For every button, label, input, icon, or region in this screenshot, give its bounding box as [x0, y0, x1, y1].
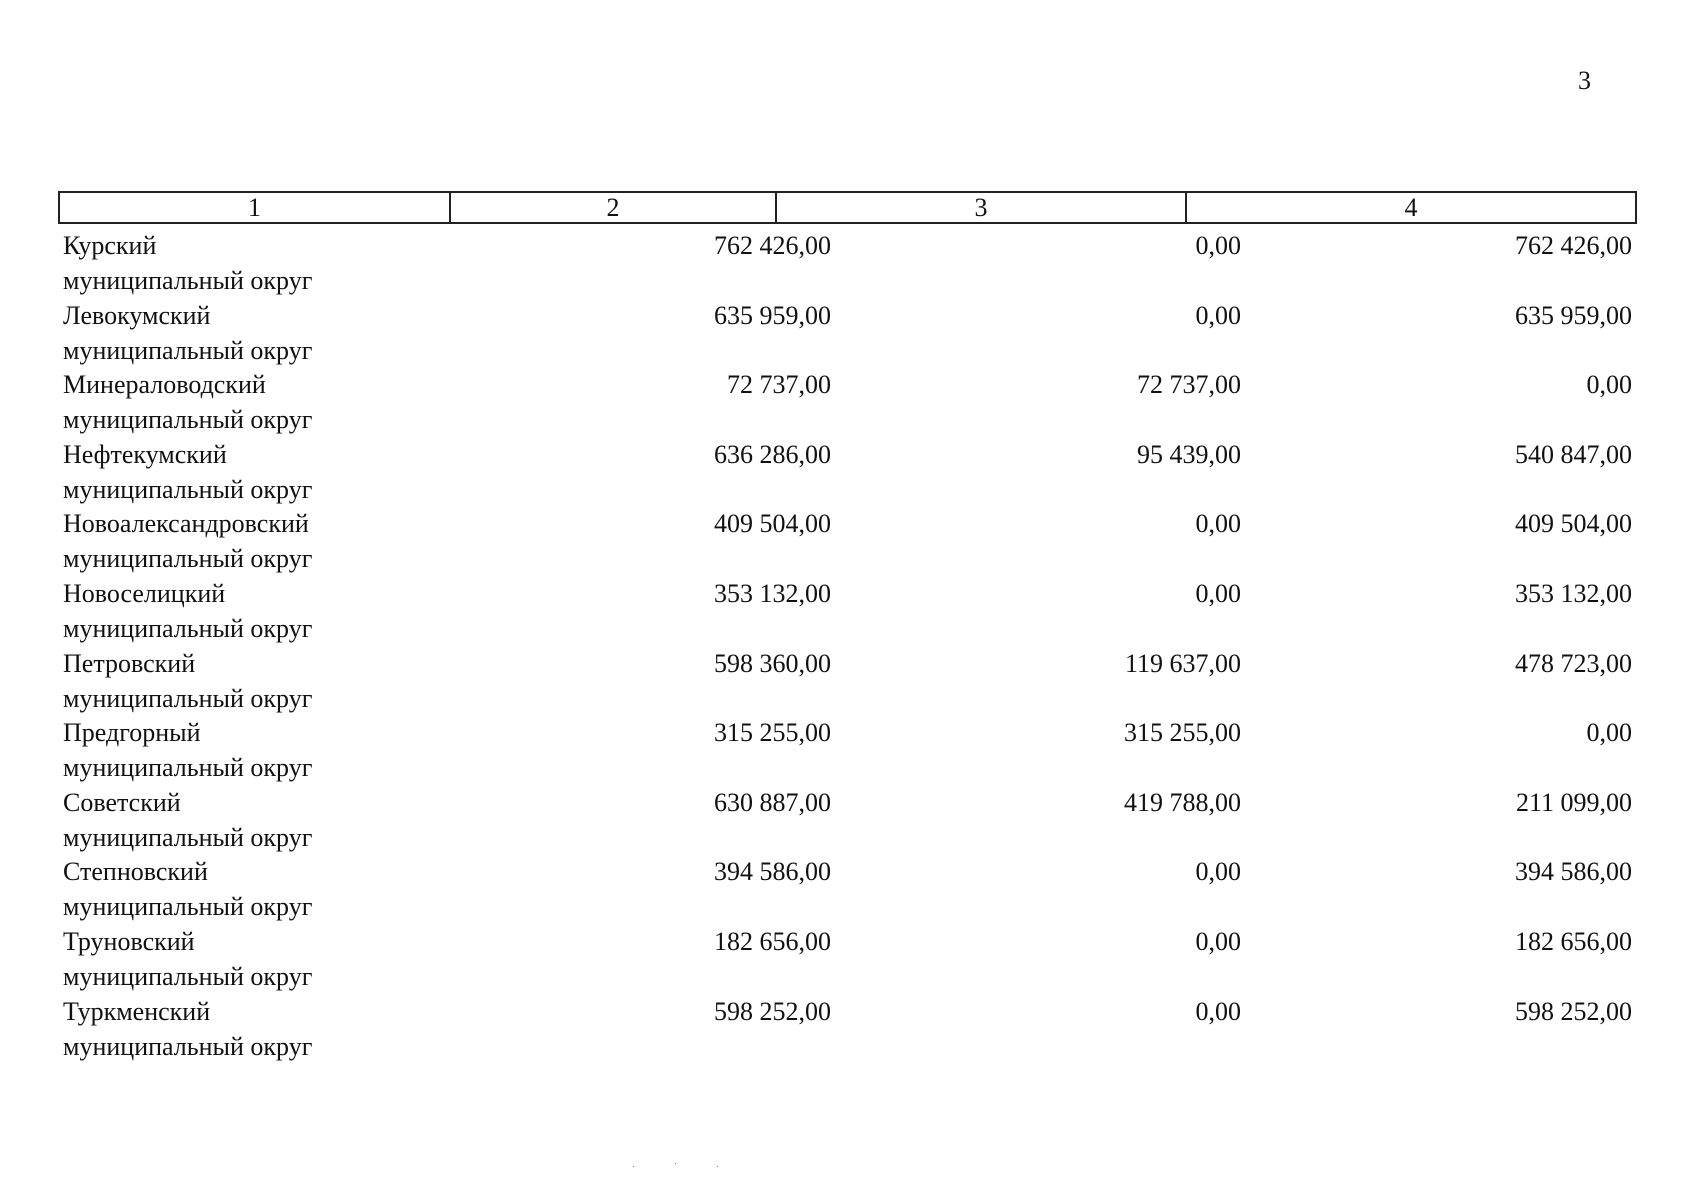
district-name: [63, 506, 443, 576]
header-cell-4: 4: [1404, 193, 1418, 222]
value-col2: 394 586,00: [714, 857, 831, 887]
district-name-line2: муниципальный округ: [63, 892, 313, 922]
value-col3: 0,00: [1195, 996, 1241, 1026]
page-number: 3: [1578, 66, 1591, 95]
district-name-line1: Предгорный: [63, 718, 201, 748]
district-name-line2: муниципальный округ: [63, 822, 313, 852]
value-col4: 478 723,00: [1515, 648, 1632, 678]
value-col4: 0,00: [1586, 718, 1632, 748]
district-name-line2: муниципальный округ: [63, 405, 313, 435]
district-name: [63, 298, 443, 368]
scan-specks: · ˙ ·: [632, 1162, 737, 1173]
value-col4: 598 252,00: [1515, 996, 1632, 1026]
district-name-line2: муниципальный округ: [63, 961, 313, 991]
value-col2: 409 504,00: [714, 509, 831, 539]
table-row: [58, 642, 1637, 712]
value-col3: 0,00: [1195, 926, 1241, 956]
district-name-line2: муниципальный округ: [63, 335, 313, 365]
table-body: [58, 224, 1637, 1059]
district-name: [63, 785, 443, 855]
value-col4: 394 586,00: [1515, 857, 1632, 887]
district-name-line1: Новоселицкий: [63, 578, 226, 608]
district-name: [63, 924, 443, 994]
district-name-line2: муниципальный округ: [63, 613, 313, 643]
district-name-line2: муниципальный округ: [63, 753, 313, 783]
value-col4: 540 847,00: [1515, 439, 1632, 469]
value-col3: 419 788,00: [1124, 787, 1241, 817]
district-name-line1: Левокумский: [63, 300, 211, 330]
table-row: [58, 850, 1637, 920]
district-name-line1: Минераловодский: [63, 370, 266, 400]
value-col2: 636 286,00: [714, 439, 831, 469]
table-row: [58, 920, 1637, 990]
district-name-line2: муниципальный округ: [63, 266, 313, 295]
value-col2: 630 887,00: [714, 787, 831, 817]
district-name-line1: Петровский: [63, 648, 196, 678]
table-row: [58, 363, 1637, 433]
table-row: [58, 224, 1637, 294]
table-row: [58, 502, 1637, 572]
district-name: [63, 228, 443, 298]
value-col4: 635 959,00: [1515, 300, 1632, 330]
value-col2: 72 737,00: [727, 370, 831, 400]
header-cell-3: 3: [777, 193, 1187, 222]
value-col2: 598 360,00: [714, 648, 831, 678]
value-col2: 315 255,00: [714, 718, 831, 748]
district-name-line1: Туркменский: [63, 996, 211, 1026]
value-col3: 95 439,00: [1137, 439, 1241, 469]
table-row: [58, 294, 1637, 364]
district-name: [63, 715, 443, 785]
district-name-line1: Новоалександровский: [63, 509, 309, 539]
district-name-line1: Нефтекумский: [63, 439, 227, 469]
district-name-line2: муниципальный округ: [63, 683, 313, 713]
table-row: [58, 781, 1637, 851]
value-col4: 353 132,00: [1515, 578, 1632, 608]
value-col2: 762 426,00: [714, 231, 831, 260]
value-col4: 409 504,00: [1515, 509, 1632, 539]
district-name: [63, 994, 443, 1064]
value-col3: 0,00: [1195, 300, 1241, 330]
district-name: [63, 576, 443, 646]
value-col4: 0,00: [1586, 370, 1632, 400]
district-name-line1: Курский: [63, 231, 157, 260]
table-row: [58, 990, 1637, 1060]
value-col2: 635 959,00: [714, 300, 831, 330]
value-col3: 315 255,00: [1124, 718, 1241, 748]
district-name-line2: муниципальный округ: [63, 1031, 313, 1061]
table-header: [58, 191, 1637, 224]
value-col2: 353 132,00: [714, 578, 831, 608]
value-col4: 762 426,00: [1515, 231, 1632, 260]
table-row: [58, 433, 1637, 503]
value-col3: 0,00: [1195, 231, 1241, 260]
district-name-line2: муниципальный округ: [63, 544, 313, 574]
value-col3: 0,00: [1195, 509, 1241, 539]
district-name: [63, 437, 443, 507]
header-cell-2: 2: [451, 193, 777, 222]
value-col4: 182 656,00: [1515, 926, 1632, 956]
district-name: [63, 367, 443, 437]
district-name: [63, 646, 443, 716]
value-col3: 72 737,00: [1137, 370, 1241, 400]
value-col3: 0,00: [1195, 857, 1241, 887]
district-name: [63, 854, 443, 924]
table-row: [58, 572, 1637, 642]
value-col4: 211 099,00: [1515, 787, 1632, 817]
district-name-line2: муниципальный округ: [63, 474, 313, 504]
district-name-line1: Советский: [63, 787, 181, 817]
district-name-line1: Труновский: [63, 926, 195, 956]
value-col2: 182 656,00: [714, 926, 831, 956]
header-cell-1: 1: [60, 193, 451, 222]
table-row: [58, 711, 1637, 781]
district-name-line1: Степновский: [63, 857, 208, 887]
value-col3: 119 637,00: [1124, 648, 1241, 678]
value-col2: 598 252,00: [714, 996, 831, 1026]
value-col3: 0,00: [1195, 578, 1241, 608]
